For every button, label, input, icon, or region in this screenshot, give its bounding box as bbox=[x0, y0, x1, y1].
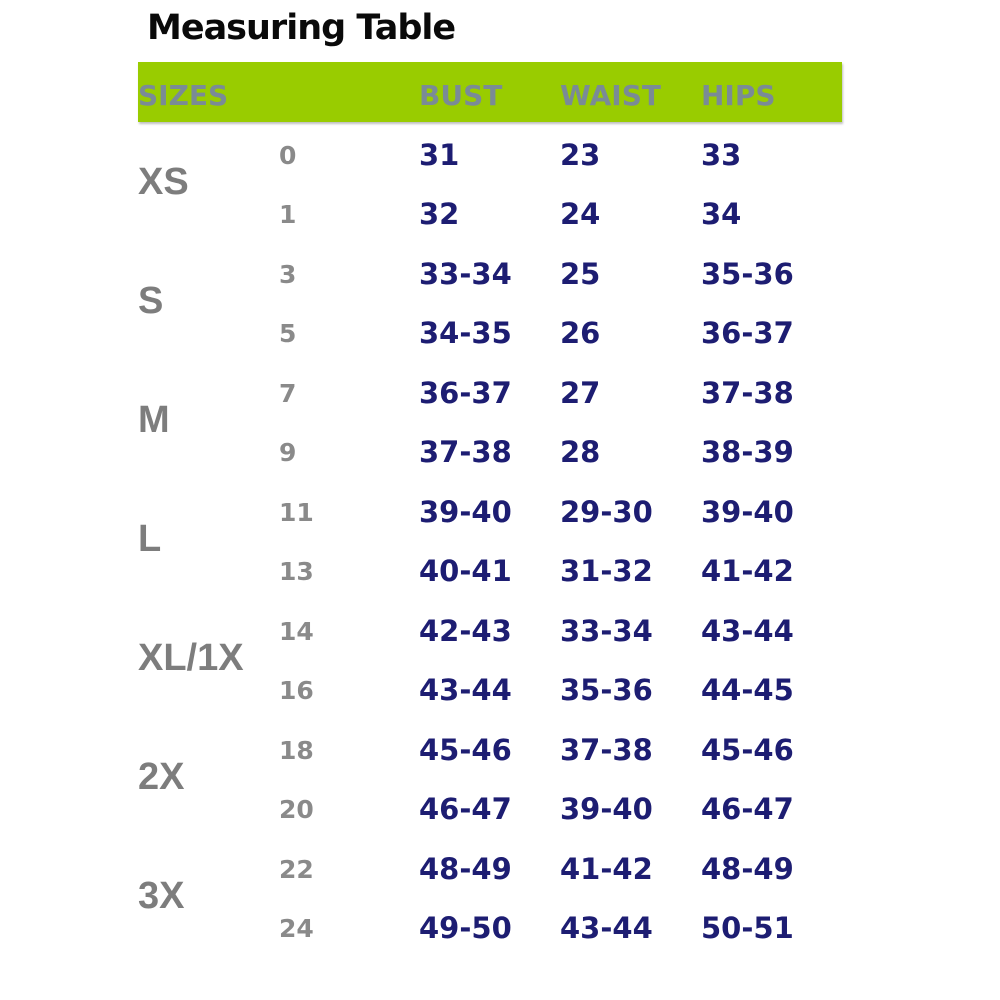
waist-value: 29-30 bbox=[560, 495, 653, 529]
waist-value: 33-34 bbox=[560, 614, 653, 648]
hips-value: 39-40 bbox=[701, 495, 794, 529]
size-number: 1 bbox=[279, 200, 297, 229]
waist-value: 24 bbox=[560, 197, 601, 231]
size-number: 5 bbox=[279, 319, 297, 348]
bust-value: 49-50 bbox=[419, 911, 512, 945]
bust-value: 42-43 bbox=[419, 614, 512, 648]
bust-value: 40-41 bbox=[419, 554, 512, 588]
size-number: 7 bbox=[279, 379, 297, 408]
hips-value: 37-38 bbox=[701, 376, 794, 410]
bust-value: 33-34 bbox=[419, 257, 512, 291]
bust-value: 36-37 bbox=[419, 376, 512, 410]
bust-value: 46-47 bbox=[419, 792, 512, 826]
bust-value: 45-46 bbox=[419, 733, 512, 767]
size-label-m: M bbox=[138, 399, 170, 441]
size-number: 3 bbox=[279, 260, 297, 289]
waist-value: 23 bbox=[560, 138, 601, 172]
bust-value: 48-49 bbox=[419, 852, 512, 886]
waist-value: 41-42 bbox=[560, 852, 653, 886]
bust-value: 37-38 bbox=[419, 435, 512, 469]
hips-value: 44-45 bbox=[701, 673, 794, 707]
hips-value: 35-36 bbox=[701, 257, 794, 291]
hips-value: 38-39 bbox=[701, 435, 794, 469]
hips-value: 48-49 bbox=[701, 852, 794, 886]
header-hips: HIPS bbox=[701, 79, 776, 112]
waist-value: 31-32 bbox=[560, 554, 653, 588]
size-number: 20 bbox=[279, 795, 314, 824]
hips-value: 36-37 bbox=[701, 316, 794, 350]
waist-value: 25 bbox=[560, 257, 601, 291]
bust-value: 32 bbox=[419, 197, 460, 231]
size-label-3x: 3X bbox=[138, 875, 185, 917]
hips-value: 43-44 bbox=[701, 614, 794, 648]
hips-value: 46-47 bbox=[701, 792, 794, 826]
size-number: 18 bbox=[279, 736, 314, 765]
size-number: 16 bbox=[279, 676, 314, 705]
size-number: 13 bbox=[279, 557, 314, 586]
waist-value: 27 bbox=[560, 376, 601, 410]
size-number: 0 bbox=[279, 141, 297, 170]
size-number: 11 bbox=[279, 498, 314, 527]
header-sizes: SIZES bbox=[138, 79, 229, 112]
header-waist: WAIST bbox=[560, 79, 661, 112]
waist-value: 26 bbox=[560, 316, 601, 350]
waist-value: 35-36 bbox=[560, 673, 653, 707]
size-number: 22 bbox=[279, 855, 314, 884]
size-label-l: L bbox=[138, 518, 162, 560]
size-number: 24 bbox=[279, 914, 314, 943]
bust-value: 39-40 bbox=[419, 495, 512, 529]
size-label-xs: XS bbox=[138, 161, 189, 203]
hips-value: 45-46 bbox=[701, 733, 794, 767]
size-label-2x: 2X bbox=[138, 756, 185, 798]
hips-value: 50-51 bbox=[701, 911, 794, 945]
bust-value: 43-44 bbox=[419, 673, 512, 707]
waist-value: 39-40 bbox=[560, 792, 653, 826]
waist-value: 37-38 bbox=[560, 733, 653, 767]
page-title: Measuring Table bbox=[147, 8, 456, 48]
size-number: 9 bbox=[279, 438, 297, 467]
size-label-xl-1x: XL/1X bbox=[138, 637, 244, 679]
hips-value: 34 bbox=[701, 197, 742, 231]
waist-value: 43-44 bbox=[560, 911, 653, 945]
bust-value: 34-35 bbox=[419, 316, 512, 350]
size-number: 14 bbox=[279, 617, 314, 646]
hips-value: 41-42 bbox=[701, 554, 794, 588]
header-bust: BUST bbox=[419, 79, 503, 112]
bust-value: 31 bbox=[419, 138, 460, 172]
size-label-s: S bbox=[138, 280, 164, 322]
hips-value: 33 bbox=[701, 138, 742, 172]
waist-value: 28 bbox=[560, 435, 601, 469]
